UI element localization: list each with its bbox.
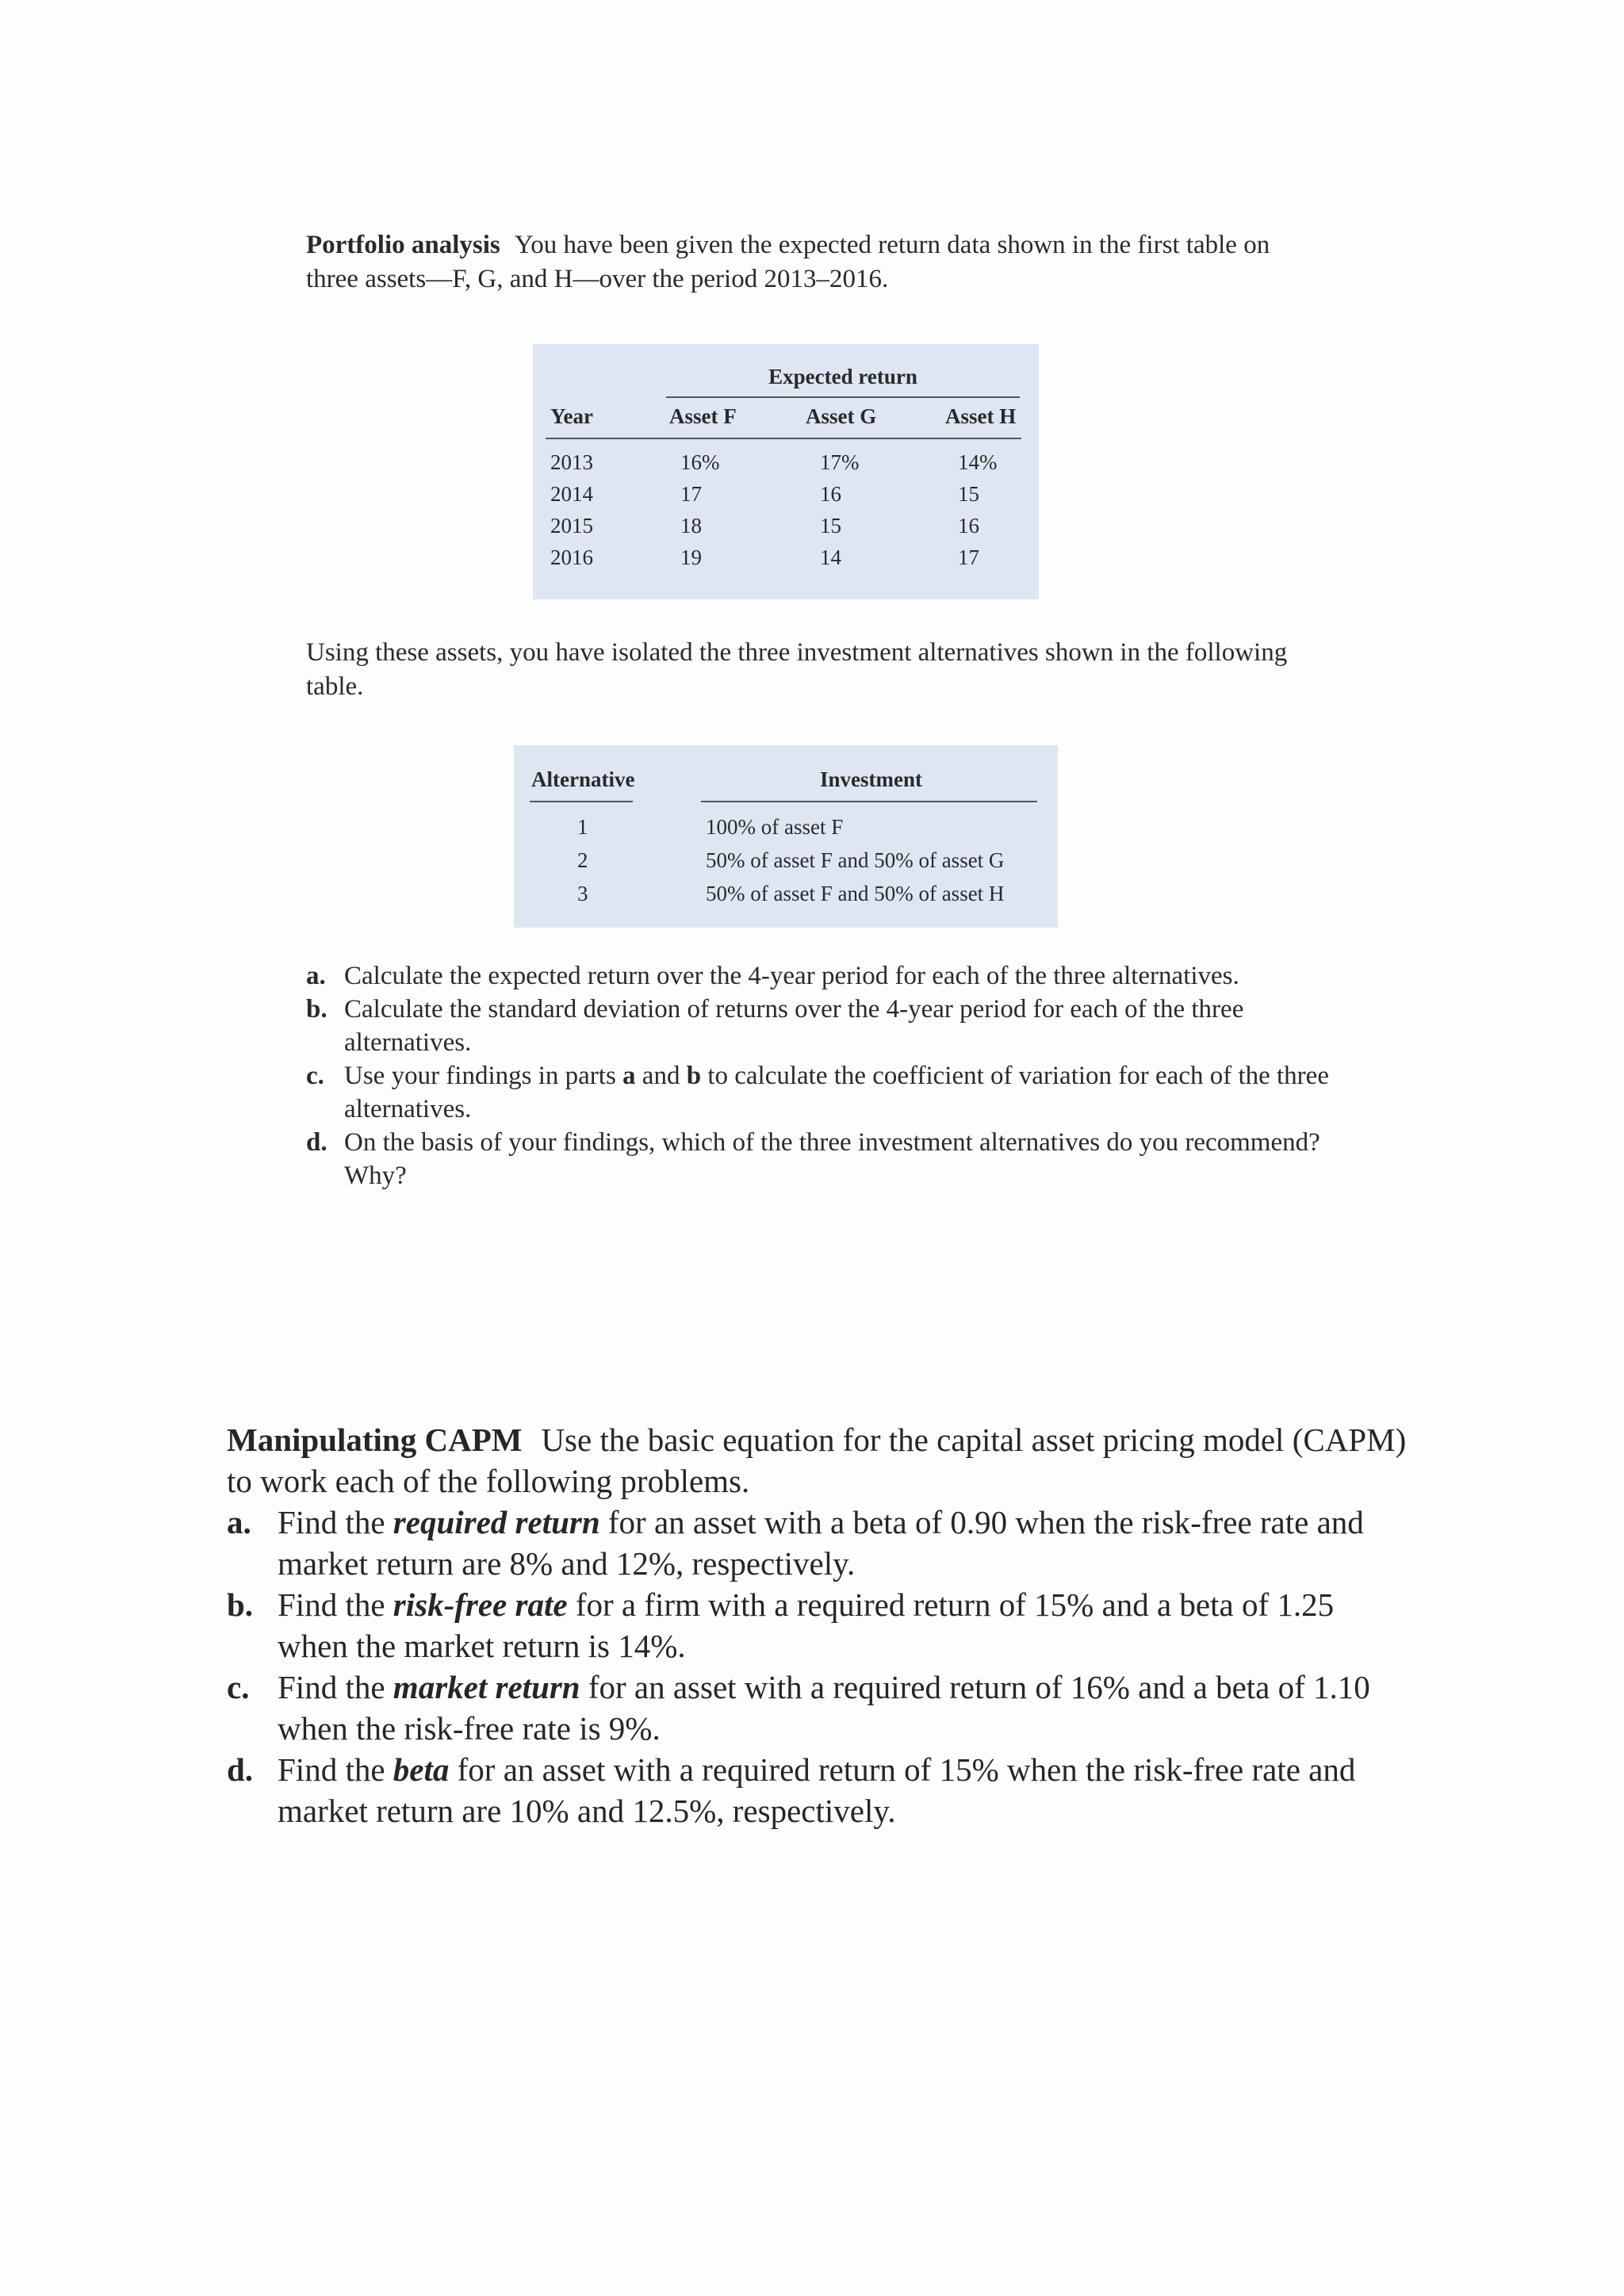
question-text-pre: Find the	[278, 1669, 393, 1705]
investment-description: 50% of asset F and 50% of asset H	[706, 882, 1005, 905]
capm-question-a	[227, 1502, 1408, 1584]
question-text-pre: Use your findings in parts	[344, 1062, 623, 1090]
portfolio-intro	[306, 228, 1305, 297]
col-header-investment: Investment	[820, 767, 922, 791]
group-header-rule	[666, 396, 1020, 398]
col-header-asset-f: Asset F	[669, 404, 737, 428]
capm-section	[227, 1419, 1408, 1831]
part-ref-a: a	[622, 1062, 636, 1090]
emphasis-term: market return	[393, 1669, 580, 1705]
table-cell-year: 2014	[550, 482, 593, 506]
question-d	[306, 1126, 1329, 1192]
table-cell-year: 2013	[550, 450, 593, 474]
table-cell-f: 16%	[680, 450, 720, 474]
col-header-year: Year	[550, 404, 593, 428]
question-text-post: for a firm with a required return of 15% and a beta of 1.25 when the market return is 14%.	[278, 1586, 1335, 1664]
alternatives-intro: Using these assets, you have isolated the three investment alternatives shown in the following table.	[306, 638, 1288, 701]
col-header-asset-h: Asset H	[945, 404, 1017, 428]
table-cell-g: 14	[820, 545, 841, 569]
table-cell-g: 16	[820, 482, 841, 506]
question-letter: c.	[227, 1669, 250, 1705]
portfolio-title: Portfolio analysis	[306, 231, 500, 259]
question-text: Calculate the standard deviation of returns over the 4-year period for each of the three alternatives.	[344, 995, 1244, 1057]
question-text: On the basis of your findings, which of the three investment alternatives do you recommend? Why?	[344, 1128, 1320, 1190]
capm-title: Manipulating CAPM	[227, 1422, 523, 1458]
capm-intro	[227, 1419, 1408, 1502]
question-b	[306, 993, 1329, 1059]
question-letter: a.	[306, 962, 326, 990]
table-cell-year: 2016	[550, 545, 593, 569]
question-letter: a.	[227, 1504, 251, 1540]
table-cell-h: 16	[958, 514, 979, 538]
emphasis-term: risk-free rate	[393, 1586, 568, 1623]
investment-description: 100% of asset F	[706, 815, 844, 839]
question-c	[306, 1059, 1329, 1126]
col-header-asset-g: Asset G	[806, 404, 877, 428]
question-text-pre: Find the	[278, 1751, 393, 1788]
emphasis-term: beta	[393, 1751, 450, 1788]
table-cell-f: 18	[680, 514, 702, 538]
investment-description: 50% of asset F and 50% of asset G	[706, 848, 1005, 872]
question-text-post: for an asset with a required return of 15% when the risk-free rate and market return are 10% and 12.5%, respectively.	[278, 1751, 1356, 1829]
table-cell-f: 19	[680, 545, 702, 569]
question-text-post: to calculate the coefficient of variation for each of the three alternatives.	[344, 1062, 1329, 1123]
question-letter: d.	[227, 1751, 254, 1788]
portfolio-questions	[306, 959, 1329, 1192]
question-text-post: for an asset with a required return of 16% and a beta of 1.10 when the risk-free rate is 9%.	[278, 1669, 1370, 1747]
expected-return-group-header: Expected return	[768, 365, 917, 388]
question-text: Calculate the expected return over the 4-year period for each of the three alternatives.	[344, 962, 1239, 990]
table-cell-h: 15	[958, 482, 979, 506]
alternative-number: 1	[577, 815, 588, 839]
question-text-mid: and	[635, 1062, 687, 1090]
question-text-pre: Find the	[278, 1586, 393, 1623]
header-rule	[546, 438, 1021, 439]
question-letter: b.	[227, 1586, 254, 1623]
capm-question-c	[227, 1667, 1408, 1749]
alternative-header-rule	[530, 801, 633, 802]
portfolio-intro-text: You have been given the expected return data shown in the first table on three assets—F, G, and H—over the period 2013–2016.	[306, 231, 1270, 293]
part-ref-b: b	[686, 1062, 702, 1090]
table-cell-year: 2015	[550, 514, 593, 538]
expected-return-table	[533, 344, 1039, 599]
capm-intro-text: Use the basic equation for the capital asset pricing model (CAPM) to work each of the following problems.	[227, 1422, 1407, 1499]
alternative-number: 3	[577, 882, 588, 905]
table-cell-g: 17%	[820, 450, 860, 474]
table-cell-g: 15	[820, 514, 841, 538]
emphasis-term: required return	[393, 1504, 600, 1540]
table-cell-h: 17	[958, 545, 979, 569]
alternatives-table	[514, 745, 1058, 928]
question-letter: c.	[306, 1062, 324, 1090]
col-header-alternative: Alternative	[531, 767, 635, 791]
question-a	[306, 959, 1329, 993]
question-text-pre: Find the	[278, 1504, 393, 1540]
capm-question-d	[227, 1749, 1408, 1831]
capm-question-b	[227, 1584, 1408, 1667]
investment-header-rule	[701, 801, 1037, 802]
table-cell-h: 14%	[958, 450, 998, 474]
question-text-post: for an asset with a beta of 0.90 when the risk-free rate and market return are 8% and 12%, respectively.	[278, 1504, 1364, 1582]
question-letter: b.	[306, 995, 327, 1024]
table-cell-f: 17	[680, 482, 702, 506]
question-letter: d.	[306, 1128, 327, 1157]
alternative-number: 2	[577, 848, 588, 872]
